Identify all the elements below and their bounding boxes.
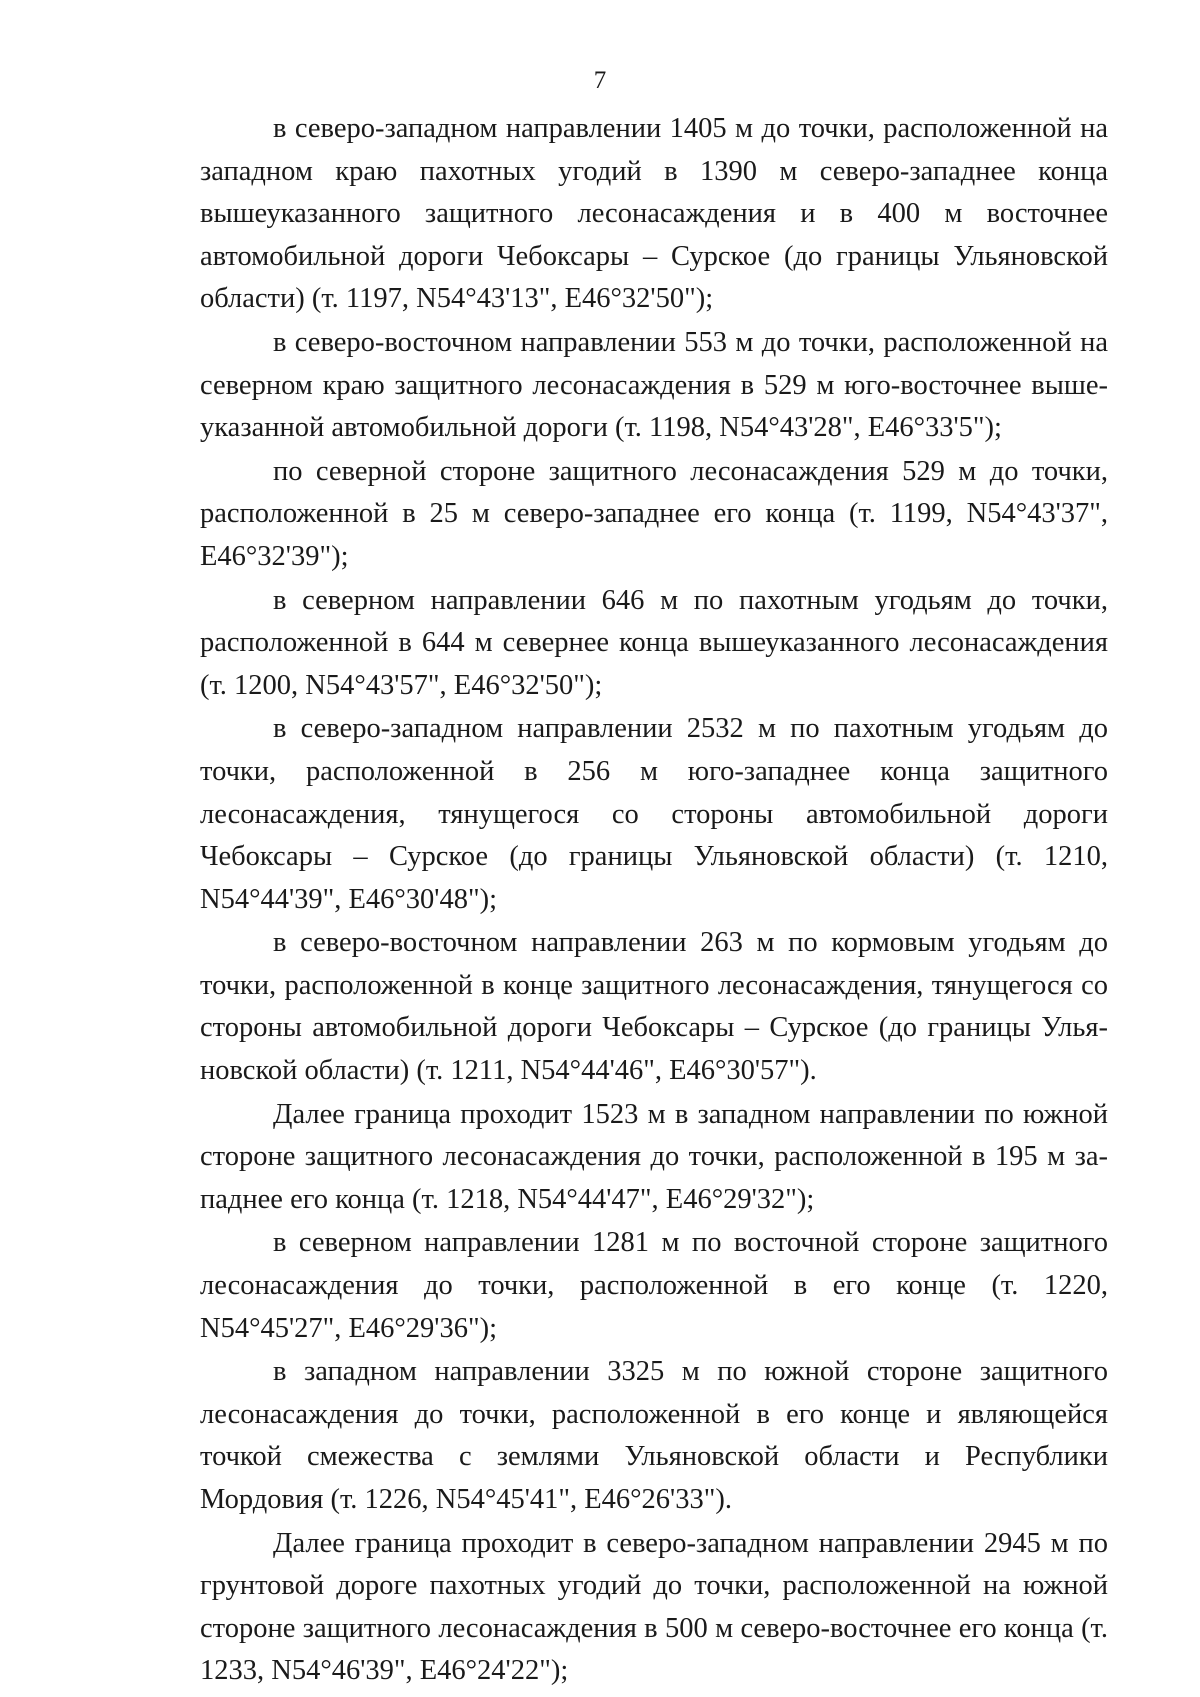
paragraph: в северо-западном направлении 1405 м до точки, расположенной на западном краю пахотных угодий в 1390 м северо-западнее конца вышеуказанного защитного лесонасаждения и в 400 м восточнее автомобильной дороги Чебоксары – Сурское (до границы Ульяновской области) (т. 1197, N54°43'13", E46°32'50"); <box>200 113 1108 315</box>
paragraph: в западном направлении 3325 м по южной стороне защитного лесонасаждения до точки, расположенной в его конце и являющейся точкой смежества с землями Ульяновской области и Республики Мордовия (т. 1226, N54°45'41", E46°26'33"). <box>200 1356 1108 1515</box>
paragraph: по северной стороне защитного лесонасаждения 529 м до точки, расположенной в 25 м северо-западнее его конца (т. 1199, N54°43'37", E46°32'39"); <box>200 455 1108 572</box>
document-body <box>200 108 1108 1694</box>
paragraph: в северном направлении 1281 м по восточной стороне защитного лесонасаждения до точки, расположенной в его конце (т. 1220, N54°45'27", E46°29'36"); <box>200 1227 1108 1344</box>
paragraph: в северном направлении 646 м по пахотным угодьям до точки, расположенной в 644 м севернее конца вышеуказанного лесонасаждения (т. 1200, N54°43'57", E46°32'50"); <box>200 584 1108 701</box>
page-number: 7 <box>593 67 607 94</box>
paragraph: в северо-восточном направлении 553 м до точки, расположенной на северном краю защитного лесонасаждения в 529 м юго-восточнее вышеуказанной автомобильной дороги (т. 1198, N54°43'28", E46°33'5"); <box>200 326 1108 444</box>
paragraph: в северо-западном направлении 2532 м по пахотным угодьям до точки, расположенной в 256 м юго-западнее конца защитного лесонасаждения, тянущегося со стороны автомобильной дороги Чебоксары – Сурское (до границы Ульяновской области) (т. 1210, N54°44'39", E46°30'48"); <box>200 713 1108 915</box>
paragraph: в северо-восточном направлении 263 м по кормовым угодьям до точки, расположенной в конце защитного лесонасаждения, тянущегося со стороны автомобильной дороги Чебоксары – Сурское (до границы Ульяновской области) (т. 1211, N54°44'46", E46°30'57"). <box>200 927 1108 1087</box>
paragraph: Далее граница проходит в северо-западном направлении 2945 м по грунтовой дороге пахотных угодий до точки, расположенной на южной стороне защитного лесонасаждения в 500 м северо-восточнее его конца (т. 1233, N54°46'39", E46°24'22"); <box>200 1527 1108 1687</box>
paragraph: Далее граница проходит 1523 м в западном направлении по южной стороне защитного лесонасаждения до точки, расположенной в 195 м западнее его конца (т. 1218, N54°44'47", E46°29'32"); <box>200 1098 1108 1215</box>
